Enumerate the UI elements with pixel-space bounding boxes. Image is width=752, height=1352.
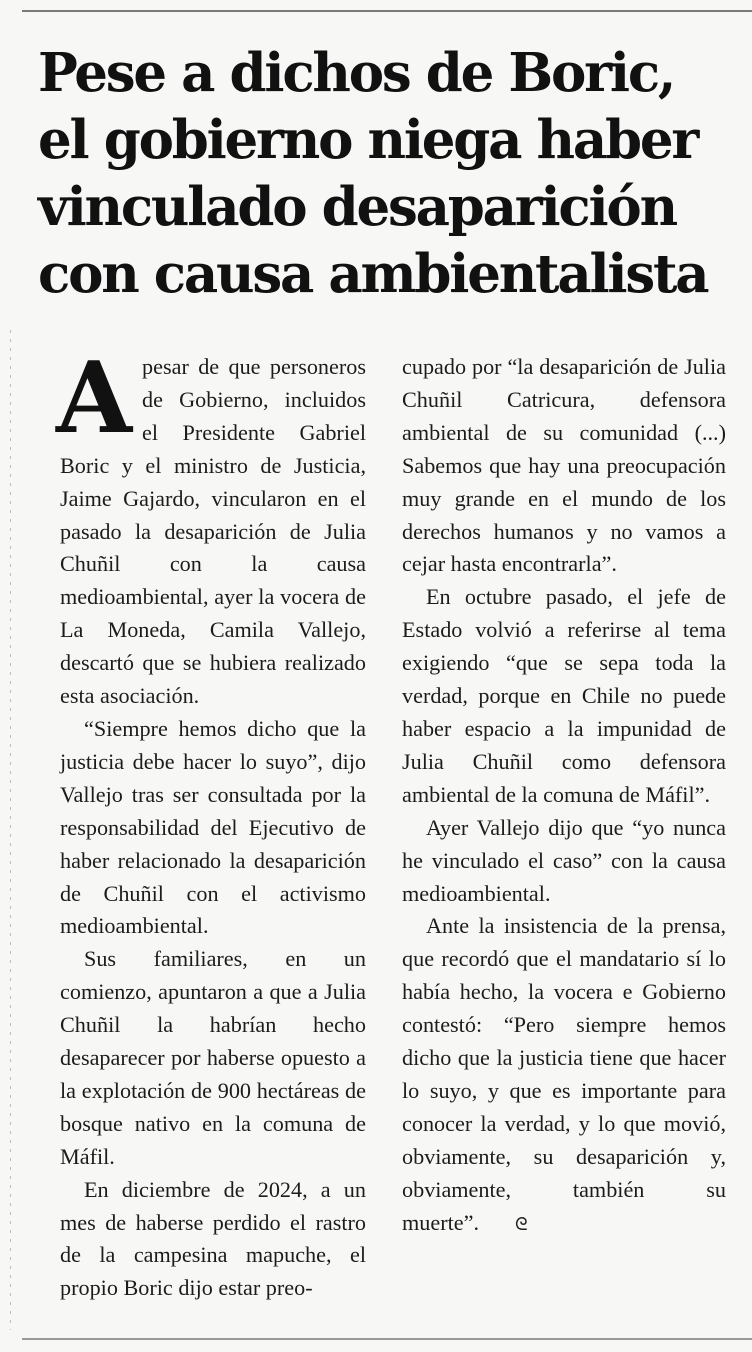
headline-line: Pese a dichos de Boric, — [38, 42, 675, 104]
lead-text: pesar de que personeros de Gobierno, incluidos el Presidente Gabriel Boric y el ministro de Justicia, Jaime Gajardo, vincularon en el pasado la desaparición de Julia Chuñil con la causa medioambiental, ayer la vocera de La Moneda, Camila Vallejo, descartó que se hubiera realizado esta asociación. — [60, 354, 366, 709]
body-paragraph: Sus familiares, en un comienzo, apuntaron a que a Julia Chuñil la habrían hecho desaparecer por haberse opuesto a la explotación de 900 hectáreas de bosque nativo en la comuna de Máfil. — [60, 946, 366, 1169]
bottom-rule — [22, 1338, 752, 1340]
article-column-right — [402, 351, 726, 1241]
body-paragraph: En diciembre de 2024, a un mes de haberse perdido el rastro de la campesina mapuche, el propio Boric dijo estar preo- — [60, 1176, 366, 1301]
body-paragraph: “Siempre hemos dicho que la justicia debe hacer lo suyo”, dijo Vallejo tras ser consultada por la responsabilidad del Ejecutivo de haber relacionado la desaparición de Chuñil con el activismo medioambiental. — [60, 715, 366, 939]
end-mark-icon: ᘓ — [515, 1213, 528, 1235]
article-column-left — [56, 341, 366, 1305]
headline — [38, 40, 738, 308]
lead-paragraph — [56, 341, 366, 713]
body-paragraph: En octubre pasado, el jefe de Estado volvió a referirse al tema exigiendo “que se sepa toda la verdad, porque en Chile no puede haber espacio a la impunidad de Julia Chuñil como defensora ambiental de la comuna de Máfil”. — [402, 584, 726, 807]
body-paragraph: Ayer Vallejo dijo que “yo nunca he vinculado el caso” con la causa medioambiental. — [402, 814, 726, 906]
body-paragraph — [402, 910, 726, 1241]
headline-line: el gobierno niega haber — [38, 109, 698, 171]
closing-text: Ante la insistencia de la prensa, que recordó que el mandatario sí lo había hecho, la vocera e Gobierno contestó: “Pero siempre hemos dicho que la justicia tiene que hacer lo suyo, y que es importante para conocer la verdad, y lo que movió, obviamente, su desaparición y, obviamente, también su muerte”. — [402, 913, 726, 1235]
continued-paragraph: cupado por “la desaparición de Julia Chuñil Catricura, defensora ambiental de su comunidad (...) Sabemos que hay una preocupación muy grande en el mundo de los derechos humanos y no vamos a cejar hasta encontrarla”. — [402, 354, 726, 577]
top-rule — [22, 10, 752, 12]
headline-line: con causa ambientalista — [38, 243, 708, 305]
headline-line: vinculado desaparición — [38, 176, 676, 238]
page-edge — [10, 330, 11, 1330]
drop-cap: A — [56, 341, 133, 456]
